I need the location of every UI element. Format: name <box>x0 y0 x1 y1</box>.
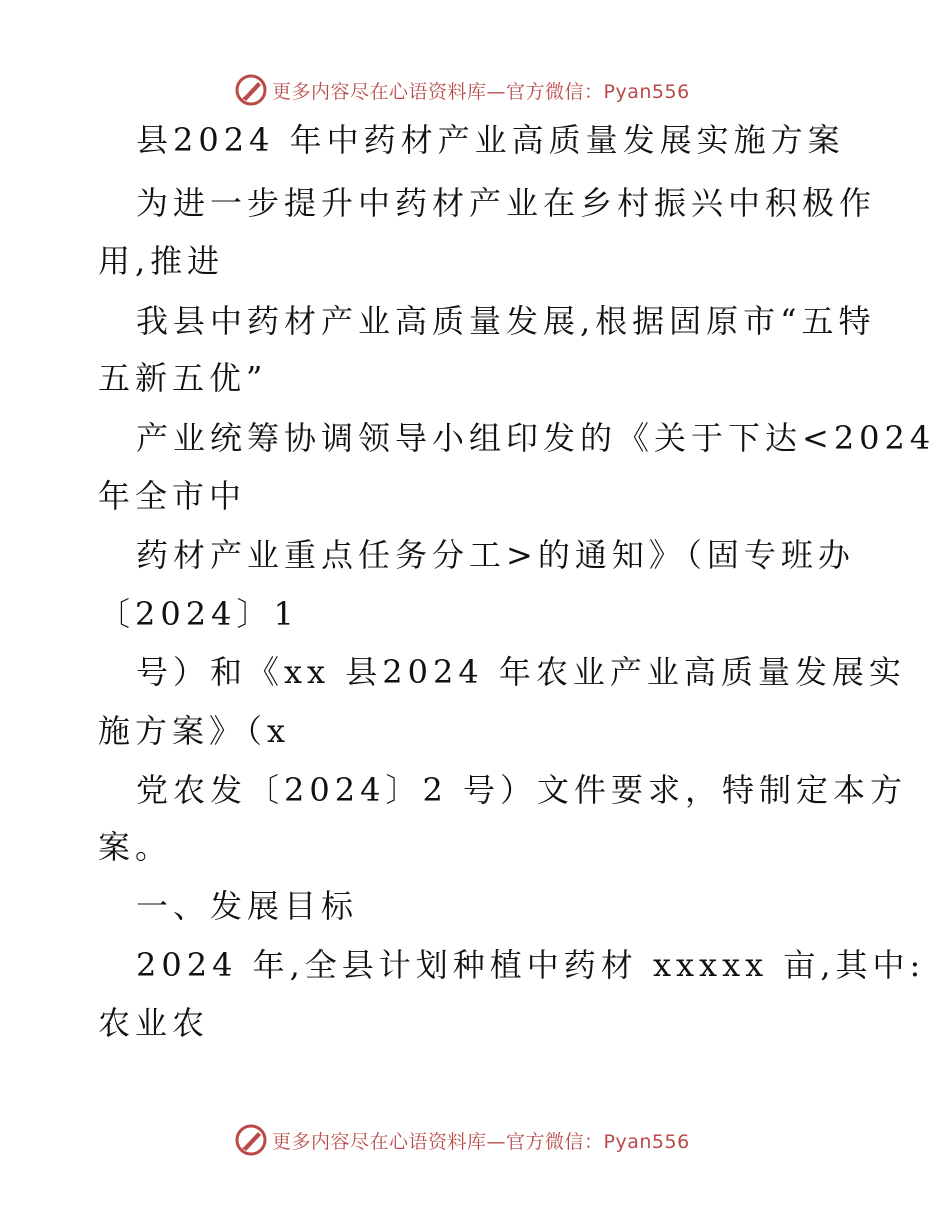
paragraph-line: 为进一步提升中药材产业在乡村振兴中积极作 <box>136 184 877 222</box>
paragraph-line: 2024 年,全县计划种植中药材 xxxxx 亩,其中: <box>136 946 926 984</box>
paragraph-line: 党农发〔2024〕2 号）文件要求，特制定本方 <box>136 771 907 809</box>
watermark-header <box>0 70 950 110</box>
section-heading: 一、发展目标 <box>136 887 359 925</box>
watermark-text: 更多内容尽在心语资料库—官方微信：Pyan556 <box>272 80 690 103</box>
paragraph-line: 产业统筹协调领导小组印发的《关于下达<2024 <box>136 419 936 457</box>
paragraph-line: 案。 <box>98 828 173 866</box>
watermark-footer <box>0 1120 950 1160</box>
quill-pen-seal-icon <box>234 1123 268 1157</box>
paragraph-line: 我县中药材产业高质量发展,根据固原市“五特 <box>136 302 876 340</box>
paragraph-line: 号）和《xx 县2024 年农业产业高质量发展实 <box>136 653 906 691</box>
paragraph-line: 施方案》（x <box>98 712 291 750</box>
paragraph-line: 〔2024〕1 <box>98 595 299 633</box>
paragraph-line: 用,推进 <box>98 242 225 280</box>
quill-pen-seal-icon <box>234 73 268 107</box>
paragraph-line: 农业农 <box>98 1004 210 1042</box>
watermark-text: 更多内容尽在心语资料库—官方微信：Pyan556 <box>272 1130 690 1153</box>
paragraph-line: 年全市中 <box>98 477 247 515</box>
paragraph-line: 五新五优” <box>98 359 268 397</box>
document-title: 县2024 年中药材产业高质量发展实施方案 <box>136 121 845 159</box>
paragraph-line: 药材产业重点任务分工>的通知》（固专班办 <box>136 536 855 574</box>
